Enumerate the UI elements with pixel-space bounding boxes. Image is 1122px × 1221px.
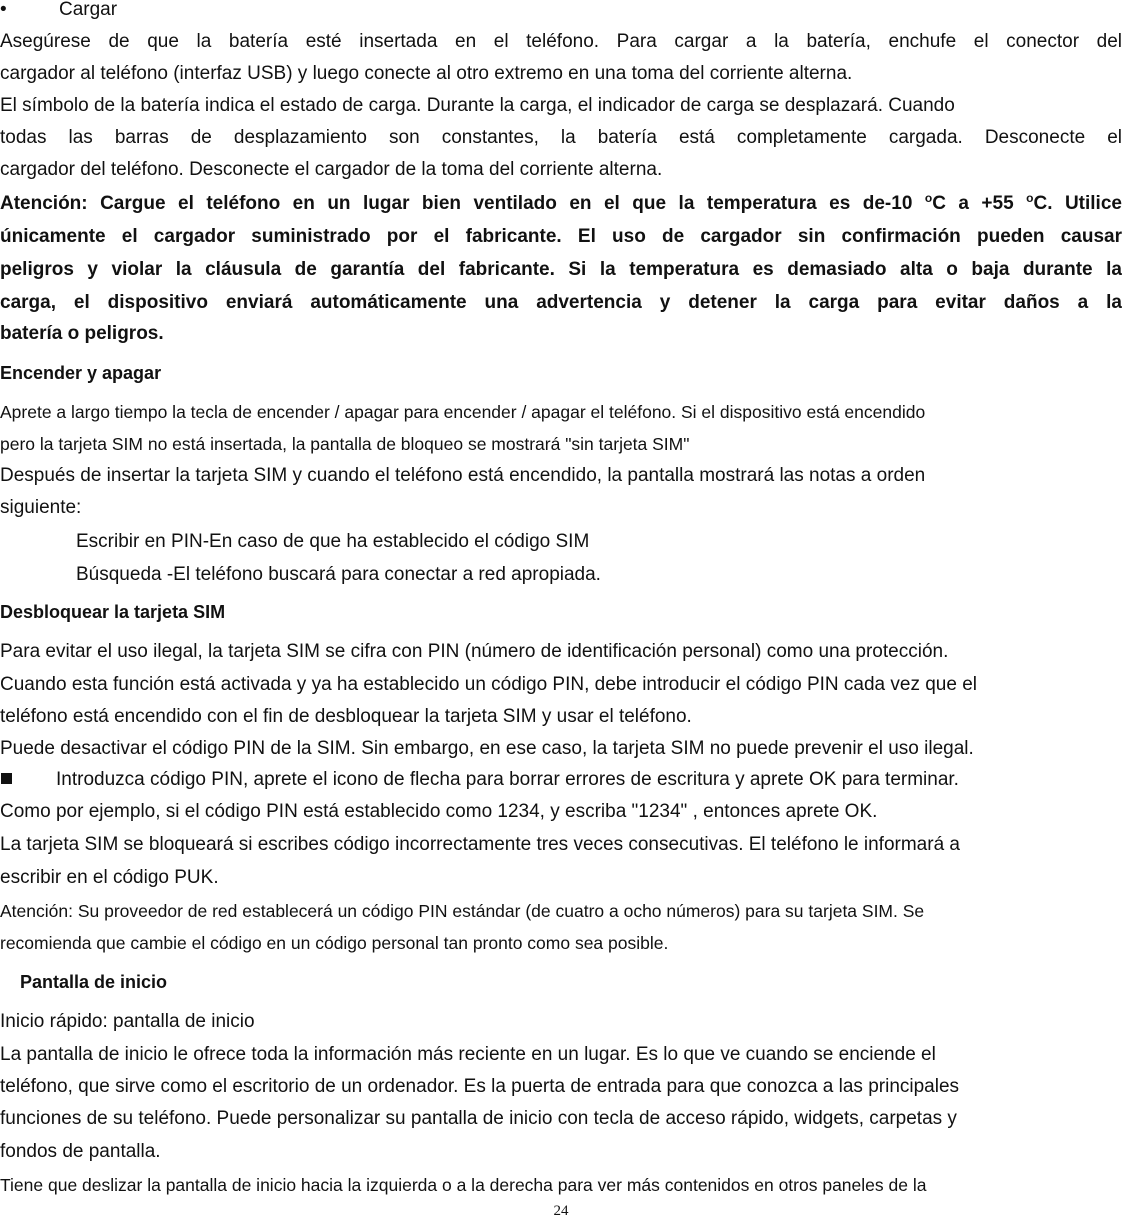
paragraph-line: cargador al teléfono (interfaz USB) y luego conecte al otro extremo en una toma del corriente alterna.	[0, 63, 853, 84]
indented-line: Escribir en PIN-En caso de que ha establecido el código SIM	[76, 531, 590, 552]
paragraph-line: escribir en el código PUK.	[0, 867, 219, 888]
warning-line: únicamente el cargador suministrado por el fabricante. El uso de cargador sin confirmación pueden causar	[0, 226, 1122, 247]
degree-mark: o	[1026, 191, 1034, 205]
bullet-text: Cargar	[59, 0, 118, 20]
page-number: 24	[553, 1203, 569, 1219]
paragraph-line: todas las barras de desplazamiento son constantes, la batería está completamente cargada. Desconecte el	[0, 127, 1122, 148]
warning-line: peligros y violar la cláusula de garantía del fabricante. Si la temperatura es demasiado alta o baja durante la	[0, 259, 1122, 280]
paragraph-line: siguiente:	[0, 497, 82, 518]
paragraph-line: teléfono está encendido con el fin de desbloquear la tarjeta SIM y usar el teléfono.	[0, 706, 692, 727]
section-heading-desbloquear: Desbloquear la tarjeta SIM	[0, 602, 226, 622]
warning-text: Atención: Cargue el teléfono en un lugar bien ventilado en el que la temperatura es de-10	[0, 193, 925, 214]
paragraph-line: fondos de pantalla.	[0, 1141, 161, 1162]
section-heading-encender: Encender y apagar	[0, 363, 162, 383]
paragraph-line: Cuando esta función está activada y ya ha establecido un código PIN, debe introducir el código PIN cada vez que el	[0, 674, 978, 695]
indented-line: Búsqueda -El teléfono buscará para conectar a red apropiada.	[76, 564, 601, 585]
paragraph-line: pero la tarjeta SIM no está insertada, la pantalla de bloqueo se mostrará "sin tarjeta SIM"	[0, 434, 690, 454]
paragraph-line: cargador del teléfono. Desconecte el cargador de la toma del corriente alterna.	[0, 159, 663, 180]
paragraph-line: Para evitar el uso ilegal, la tarjeta SIM se cifra con PIN (número de identificación personal) como una protección.	[0, 641, 949, 662]
paragraph-line: Asegúrese de que la batería esté insertada en el teléfono. Para cargar a la batería, enchufe el conector del	[0, 31, 1122, 52]
paragraph-line: Inicio rápido: pantalla de inicio	[0, 1011, 255, 1032]
paragraph-line: Tiene que deslizar la pantalla de inicio hacia la izquierda o a la derecha para ver más contenidos en otros paneles de la	[0, 1175, 927, 1195]
bullet-item-pin	[0, 768, 1122, 792]
section-heading-pantalla: Pantalla de inicio	[20, 972, 168, 992]
warning-line: carga, el dispositivo enviará automáticamente una advertencia y detener la carga para evitar daños a la	[0, 292, 1122, 313]
paragraph-line: Puede desactivar el código PIN de la SIM. Sin embargo, en ese caso, la tarjeta SIM no puede prevenir el uso ilegal.	[0, 738, 974, 759]
paragraph-line: Aprete a largo tiempo la tecla de encender / apagar para encender / apagar el teléfono. Si el dispositivo está encendido	[0, 402, 926, 422]
bullet-text: Introduzca código PIN, aprete el icono de flecha para borrar errores de escritura y aprete OK para terminar.	[56, 769, 959, 790]
bullet-item-cargar	[0, 0, 1122, 22]
degree-mark: o	[924, 191, 933, 205]
paragraph-line: La tarjeta SIM se bloqueará si escribes código incorrectamente tres veces consecutivas. El teléfono le informará a	[0, 834, 960, 855]
paragraph-line: recomienda que cambie el código en un código personal tan pronto como sea posible.	[0, 933, 669, 953]
warning-text: C a +55	[932, 193, 1027, 214]
paragraph-line: Como por ejemplo, si el código PIN está establecido como 1234, y escriba "1234" , entonces aprete OK.	[0, 801, 878, 822]
paragraph-line: El símbolo de la batería indica el estado de carga. Durante la carga, el indicador de carga se desplazará. Cuando	[0, 95, 955, 116]
paragraph-line: La pantalla de inicio le ofrece toda la información más reciente en un lugar. Es lo que ve cuando se enciende el	[0, 1044, 936, 1065]
warning-line	[0, 192, 1122, 216]
paragraph-line: teléfono, que sirve como el escritorio de un ordenador. Es la puerta de entrada para que conozca a las principales	[0, 1076, 960, 1097]
warning-line: batería o peligros.	[0, 323, 164, 344]
warning-text: C. Utilice	[1033, 193, 1122, 214]
bullet-dot-icon: •	[0, 0, 7, 20]
square-bullet-icon	[1, 773, 12, 784]
paragraph-line: funciones de su teléfono. Puede personalizar su pantalla de inicio con tecla de acceso rápido, widgets, carpetas y	[0, 1108, 957, 1129]
paragraph-line: Después de insertar la tarjeta SIM y cuando el teléfono está encendido, la pantalla mostrará las notas a orden	[0, 465, 926, 486]
paragraph-line: Atención: Su proveedor de red establecerá un código PIN estándar (de cuatro a ocho números) para su tarjeta SIM. Se	[0, 901, 925, 921]
